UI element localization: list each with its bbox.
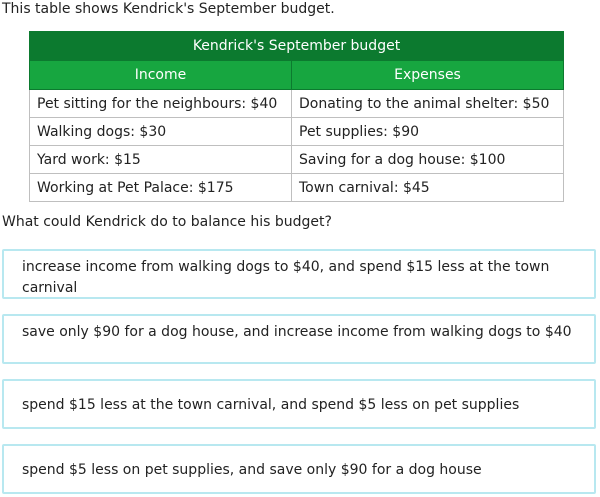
income-cell: Pet sitting for the neighbours: $40 — [30, 90, 292, 118]
table-row — [30, 146, 564, 174]
intro-text: This table shows Kendrick's September budget. — [2, 1, 335, 17]
table-caption: Kendrick's September budget — [30, 32, 564, 61]
expense-cell: Town carnival: $45 — [292, 174, 564, 202]
answer-option-4[interactable]: spend $5 less on pet supplies, and save only $90 for a dog house — [2, 444, 596, 494]
table-row — [30, 174, 564, 202]
expense-cell: Pet supplies: $90 — [292, 118, 564, 146]
answer-option-2[interactable]: save only $90 for a dog house, and increase income from walking dogs to $40 — [2, 314, 596, 364]
income-cell: Yard work: $15 — [30, 146, 292, 174]
income-cell: Walking dogs: $30 — [30, 118, 292, 146]
expense-cell: Donating to the animal shelter: $50 — [292, 90, 564, 118]
table-row — [30, 118, 564, 146]
budget-table — [29, 31, 564, 202]
answer-option-3[interactable]: spend $15 less at the town carnival, and spend $5 less on pet supplies — [2, 379, 596, 429]
question-text: What could Kendrick do to balance his budget? — [2, 214, 332, 230]
income-header: Income — [30, 61, 292, 90]
expenses-header: Expenses — [292, 61, 564, 90]
income-cell: Working at Pet Palace: $175 — [30, 174, 292, 202]
expense-cell: Saving for a dog house: $100 — [292, 146, 564, 174]
answer-option-1[interactable]: increase income from walking dogs to $40, and spend $15 less at the town carnival — [2, 249, 596, 299]
table-row — [30, 90, 564, 118]
